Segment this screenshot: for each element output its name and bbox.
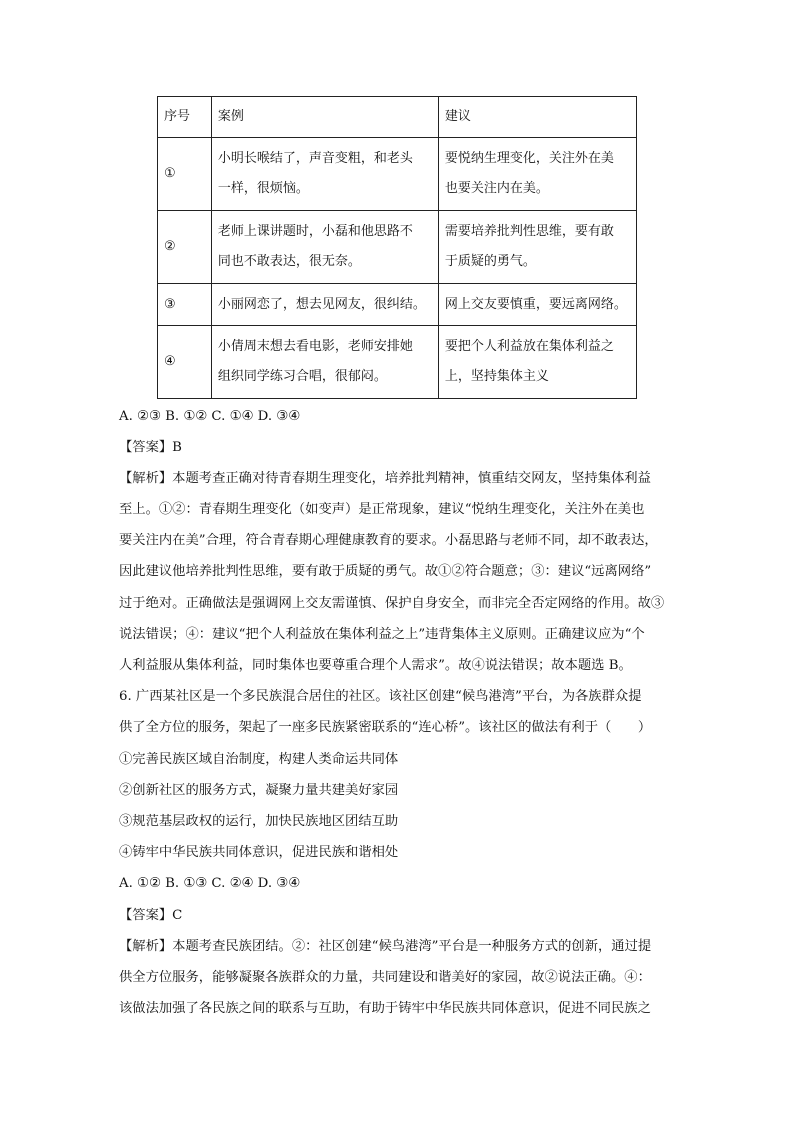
q6-answer: 【答案】C (119, 908, 183, 923)
advice-line: 网上交友要慎重，要远离网络。 (444, 296, 627, 312)
q5-analysis-line: 过于绝对。正确做法是强调网上交友需谨慎、保护自身安全，而非完全否定网络的作用。故③ (119, 596, 665, 611)
case-table (157, 96, 637, 399)
q6-analysis-line: 该做法加强了各民族之间的联系与互助，有助于铸牢中华民族共同体意识，促进不同民族之 (119, 1001, 651, 1016)
row-advice (438, 284, 636, 326)
advice-line: 需要培养批判性思维，要有敢 (444, 224, 614, 239)
case-line: 一样，很烦恼。 (217, 181, 309, 196)
case-line: 同也不敢表达，很无奈。 (217, 254, 361, 269)
q6-analysis-line: 供全方位服务，能够凝聚各族群众的力量，共同建设和谐美好的家园，故②说法正确。④： (119, 970, 651, 985)
q6-choice: ④铸牢中华民族共同体意识，促进民族和谐相处 (119, 845, 399, 860)
advice-line: 也要关注内在美。 (444, 181, 549, 196)
table-header-row (158, 97, 637, 138)
q6-analysis-line: 【解析】本题考查民族团结。②：社区创建“候鸟港湾”平台是一种服务方式的创新，通过提 (119, 939, 652, 954)
q6-choice: ①完善民族区域自治制度，构建人类命运共同体 (119, 752, 399, 767)
row-number: ② (158, 211, 212, 284)
row-case (211, 326, 438, 399)
header-number: 序号 (158, 97, 212, 138)
case-line: 老师上课讲题时，小磊和他思路不 (217, 224, 413, 239)
advice-line: 于质疑的勇气。 (444, 254, 536, 269)
q6-choice: ③规范基层政权的运行，加快民族地区团结互助 (119, 814, 399, 829)
q5-analysis-line: 说法错误；④：建议“把个人利益放在集体利益之上”违背集体主义原则。正确建议应为“个 (119, 627, 645, 642)
case-line: 小明长喉结了，声音变粗，和老头 (217, 151, 413, 166)
q6-options: A. ①② B. ①③ C. ②④ D. ③④ (119, 876, 301, 891)
header-advice: 建议 (438, 97, 636, 138)
row-number: ④ (158, 326, 212, 399)
row-case (211, 138, 438, 211)
table-row (158, 284, 637, 326)
case-line: 小丽网恋了，想去见网友，很纠结。 (217, 296, 426, 312)
q5-analysis-line: 因此建议他培养批判性思维，要有敢于质疑的勇气。故①②符合题意；③：建议“远离网络” (119, 564, 652, 579)
q6-choice: ②创新社区的服务方式，凝聚力量共建美好家园 (119, 783, 399, 798)
row-number: ① (158, 138, 212, 211)
q5-analysis-line: 要关注内在美”合理，符合青春期心理健康教育的要求。小磊思路与老师不同，却不敢表达， (119, 533, 658, 548)
q5-analysis-line: 【解析】本题考查正确对待青春期生理变化，培养批判精神，慎重结交网友，坚持集体利益 (119, 471, 651, 486)
row-advice (438, 138, 636, 211)
table-row (158, 326, 637, 399)
case-line: 组织同学练习合唱，很郁闷。 (217, 369, 387, 384)
row-case (211, 284, 438, 326)
row-number: ③ (158, 284, 212, 326)
table-row (158, 138, 637, 211)
q6-stem-line: 供了全方位的服务，架起了一座多民族紧密联系的“连心桥”。该社区的做法有利于（ ） (119, 720, 652, 735)
q5-options: A. ②③ B. ①② C. ①④ D. ③④ (119, 409, 301, 424)
q5-answer: 【答案】B (119, 440, 182, 455)
advice-line: 要悦纳生理变化，关注外在美 (444, 151, 614, 166)
q5-analysis-line: 人利益服从集体利益，同时集体也要尊重合理个人需求”。故④说法错误；故本题选 B。 (119, 658, 632, 673)
advice-line: 要把个人利益放在集体利益之 (444, 339, 614, 354)
row-advice (438, 211, 636, 284)
case-line: 小倩周末想去看电影，老师安排她 (217, 339, 413, 354)
row-advice (438, 326, 636, 399)
q6-stem-line: 6. 广西某社区是一个多民族混合居住的社区。该社区创建“候鸟港湾”平台，为各族群众提 (119, 689, 642, 704)
table-row (158, 211, 637, 284)
header-case: 案例 (211, 97, 438, 138)
row-case (211, 211, 438, 284)
q5-analysis-line: 至上。①②：青春期生理变化（如变声）是正常现象，建议“悦纳生理变化，关注外在美也 (119, 502, 645, 517)
advice-line: 上，坚持集体主义 (444, 369, 549, 384)
